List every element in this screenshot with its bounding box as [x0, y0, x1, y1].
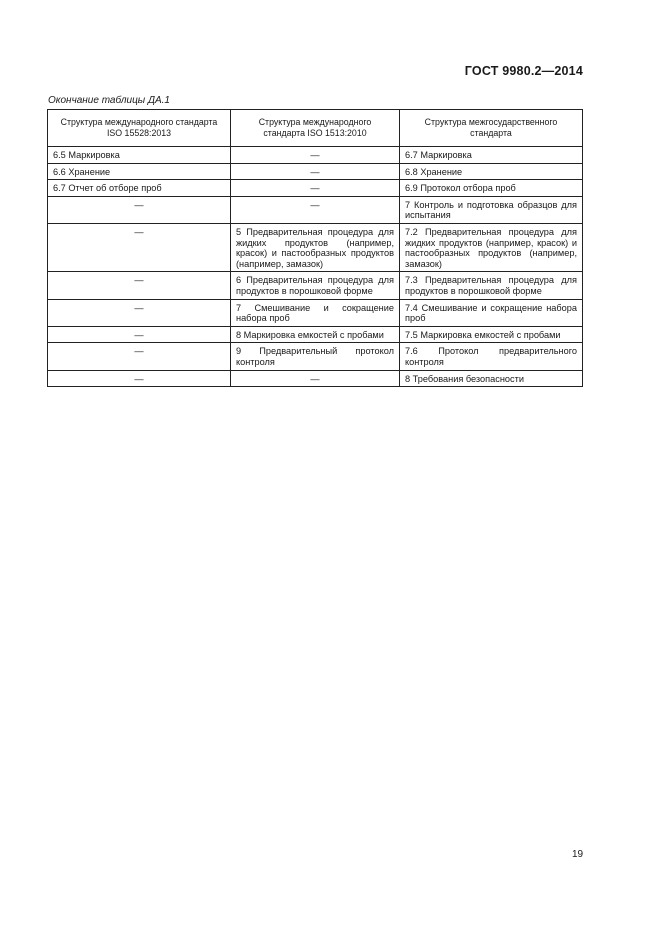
table-cell: — — [231, 196, 400, 223]
table-cell: 7.5 Маркировка емкостей с пробами — [400, 326, 583, 343]
table-cell: 7.6 Протокол предварительного контроля — [400, 343, 583, 370]
table-row — [48, 272, 583, 299]
table-row — [48, 147, 583, 164]
column-header: Структура международного стандарта ISO 15528:2013 — [48, 110, 231, 147]
table-cell: — — [48, 223, 231, 271]
table-cell: 6.8 Хранение — [400, 163, 583, 180]
table-cell: — — [231, 163, 400, 180]
table-cell: 7.3 Предварительная процедура для продуктов в порошковой форме — [400, 272, 583, 299]
table-cell: 7 Смешивание и сокращение набора проб — [231, 299, 400, 326]
table-cell: — — [48, 326, 231, 343]
correspondence-table — [47, 109, 583, 387]
table-cell: — — [231, 147, 400, 164]
table-cell: 6.7 Маркировка — [400, 147, 583, 164]
table-cell: — — [48, 196, 231, 223]
table-cell: 7 Контроль и подготовка образцов для испытания — [400, 196, 583, 223]
table-cell: 5 Предварительная процедура для жидких продуктов (например, красок) и пастообразных продуктов (например, замазок) — [231, 223, 400, 271]
table-cell: 7.4 Смешивание и сокращение набора проб — [400, 299, 583, 326]
table-cell: 6 Предварительная процедура для продуктов в порошковой форме — [231, 272, 400, 299]
table-header-row — [48, 110, 583, 147]
column-header: Структура межгосударственного стандарта — [400, 110, 583, 147]
document-code: ГОСТ 9980.2—2014 — [464, 64, 583, 78]
table-row — [48, 326, 583, 343]
column-header: Структура международного стандарта ISO 1513:2010 — [231, 110, 400, 147]
table-cell: — — [48, 370, 231, 387]
table-row — [48, 299, 583, 326]
table-cell: 6.6 Хранение — [48, 163, 231, 180]
table-cell: 7.2 Предварительная процедура для жидких продуктов (например, красок) и пастообразных продуктов (например, замазок) — [400, 223, 583, 271]
table-cell: — — [231, 370, 400, 387]
table-cell: 6.5 Маркировка — [48, 147, 231, 164]
table-row — [48, 223, 583, 271]
table-row — [48, 196, 583, 223]
table-row — [48, 163, 583, 180]
table-cell: 8 Требования безопасности — [400, 370, 583, 387]
table-cell: — — [48, 299, 231, 326]
table-cell: — — [48, 272, 231, 299]
table-cell: 6.7 Отчет об отборе проб — [48, 180, 231, 197]
table-cell: 8 Маркировка емкостей с пробами — [231, 326, 400, 343]
table-cell: — — [231, 180, 400, 197]
table-cell: 6.9 Протокол отбора проб — [400, 180, 583, 197]
table-caption: Окончание таблицы ДА.1 — [48, 95, 170, 106]
table-cell: — — [48, 343, 231, 370]
table-row — [48, 370, 583, 387]
table-cell: 9 Предварительный протокол контроля — [231, 343, 400, 370]
page-number: 19 — [572, 849, 584, 860]
table-row — [48, 180, 583, 197]
table-row — [48, 343, 583, 370]
